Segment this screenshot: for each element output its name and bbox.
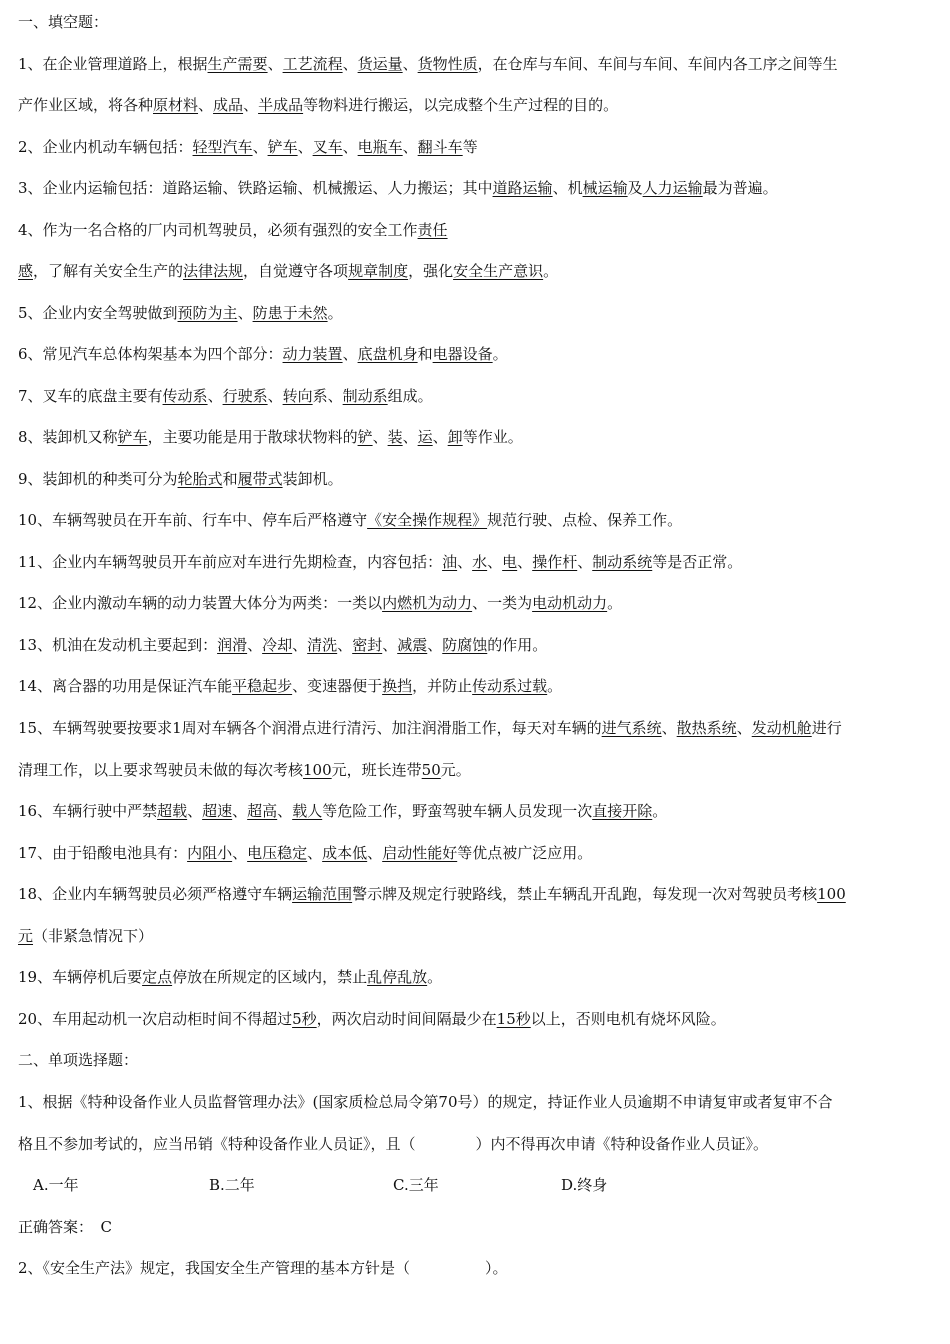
answer-blank: 叉车 (312, 138, 343, 156)
question-text: 、 (252, 138, 268, 156)
question-text: 、 (277, 802, 293, 820)
answer-blank: 货物性质 (417, 55, 478, 73)
question-1-line-2 (18, 94, 944, 116)
answer-blank: 超速 (202, 802, 233, 820)
question-text: 16、车辆行驶中严禁 (18, 802, 158, 820)
question-text: 停放在所规定的区域内，禁止 (172, 968, 368, 986)
question-text: 、 (232, 802, 248, 820)
question-11 (18, 551, 944, 573)
question-text: 20、车用起动机一次启动柜时间不得超过 (18, 1010, 293, 1028)
answer-blank: 轮胎式 (177, 470, 223, 488)
answer-blank: 5秒 (292, 1010, 317, 1028)
question-text: 1、根据《特种设备作业人员监督管理办法》(国家质检总局令第70号）的规定，持证作业人员逾期不申请复审或者复审不合 (18, 1093, 833, 1111)
question-10 (18, 509, 944, 531)
question-text: 、 (342, 138, 358, 156)
answer-blank: 货运量 (357, 55, 403, 73)
question-text: ，在仓库与车间、车间与车间、车间内各工序之间等生 (477, 55, 838, 73)
question-text: 、 (372, 428, 388, 446)
question-text: 、 (736, 719, 752, 737)
answer-blank: 冷却 (262, 636, 293, 654)
answer-blank: 制动系统 (592, 553, 653, 571)
question-text: 、 (517, 553, 533, 571)
answer-blank: 水 (472, 553, 488, 571)
question-4-line-2 (18, 260, 944, 282)
answer-blank: 轻型汽车 (192, 138, 253, 156)
answer-blank: 法律法规 (183, 262, 244, 280)
question-text: 、 (232, 844, 248, 862)
answer-blank: 制动系 (342, 387, 388, 405)
question-text: 、 (402, 55, 418, 73)
answer-blank: 换挡 (382, 677, 413, 695)
question-text: 、 (207, 387, 223, 405)
question-text: 、 (577, 553, 593, 571)
answer-blank: 规章制度 (348, 262, 409, 280)
answer-blank: 定点 (142, 968, 173, 986)
answer-blank: 半成品 (258, 96, 304, 114)
question-text: ，主要功能是用于散球状物料的 (147, 428, 358, 446)
question-text: 进行 (811, 719, 842, 737)
answer-blank: 底盘机身 (357, 345, 418, 363)
question-text: 等物料进行搬运，以完成整个生产过程的目的。 (303, 96, 619, 114)
question-text: 3、企业内运输包括：道路运输、铁路运输、机械搬运、人力搬运；其中 (18, 179, 493, 197)
question-5 (18, 302, 944, 324)
question-19 (18, 966, 944, 988)
answer-blank: 工艺流程 (282, 55, 343, 73)
answer-blank: 密封 (352, 636, 383, 654)
question-text: 18、企业内车辆驾驶员必须严格遵守车辆 (18, 885, 293, 903)
question-text: 、 (243, 96, 259, 114)
answer-line: 正确答案： C (18, 1218, 112, 1236)
question-text: 以上，否则电机有烧坏风险。 (530, 1010, 726, 1028)
question-text: 。 (652, 802, 668, 820)
question-text: 、 (402, 428, 418, 446)
answer-blank: 内阻小 (187, 844, 233, 862)
answer-blank: 电器设备 (432, 345, 493, 363)
question-text: 等作业。 (462, 428, 523, 446)
question-text: ，了解有关安全生产的 (33, 262, 184, 280)
answer-blank: 铲车 (117, 428, 148, 446)
question-text: 等是否正常。 (652, 553, 743, 571)
choice-question-2 (18, 1257, 944, 1279)
answer-blank: 铲车 (267, 138, 298, 156)
answer-blank: 道路运输 (492, 179, 553, 197)
question-text: 9、装卸机的种类可分为 (18, 470, 178, 488)
question-text: 6、常见汽车总体构架基本为四个部分： (18, 345, 283, 363)
answer-blank: 润滑 (217, 636, 248, 654)
question-text: 等危险工作，野蛮驾驶车辆人员发现一次 (322, 802, 593, 820)
answer-blank: 运输范围 (292, 885, 353, 903)
answer-blank: 电瓶车 (357, 138, 403, 156)
question-text: 、 (427, 636, 443, 654)
answer-blank: 动力装置 (282, 345, 343, 363)
answer-blank: 直接开除 (592, 802, 653, 820)
answer-blank: 进气系统 (601, 719, 662, 737)
question-text: 、 (457, 553, 473, 571)
answer-blank: 感 (18, 262, 34, 280)
answer-blank: 50 (421, 761, 441, 779)
question-text: 2、企业内机动车辆包括： (18, 138, 193, 156)
question-14 (18, 675, 944, 697)
choice-question-1-line-2 (18, 1133, 944, 1155)
question-text: ，并防止 (412, 677, 473, 695)
answer-blank: 人力运输 (642, 179, 703, 197)
question-text: 系、 (312, 387, 343, 405)
question-6 (18, 343, 944, 365)
answer-blank: 成本低 (322, 844, 368, 862)
question-text: 1、在企业管理道路上，根据 (18, 55, 208, 73)
question-text: ，自觉遵守各项 (243, 262, 349, 280)
question-2 (18, 136, 944, 158)
question-text: 19、车辆停机后要 (18, 968, 143, 986)
question-text: 的作用。 (487, 636, 548, 654)
question-text: 15、车辆驾驶要按要求1周对车辆各个润滑点进行清污、加注润滑脂工作，每天对车辆的 (18, 719, 602, 737)
question-text: 等 (462, 138, 478, 156)
question-text: 、 (307, 844, 323, 862)
answer-blank: 乱停乱放 (367, 968, 428, 986)
question-text: 、变速器便于 (292, 677, 383, 695)
answer-blank: 平稳起步 (232, 677, 293, 695)
question-text: 17、由于铅酸电池具有： (18, 844, 188, 862)
question-12 (18, 592, 944, 614)
question-text: 、一类为 (472, 594, 533, 612)
answer-blank: 电 (502, 553, 518, 571)
question-text: 、 (267, 55, 283, 73)
question-text: 及 (627, 179, 643, 197)
answer-blank: 装 (387, 428, 403, 446)
question-text: 。 (492, 345, 508, 363)
answer-blank: 超载 (157, 802, 188, 820)
question-9 (18, 468, 944, 490)
answer-blank: 卸 (447, 428, 463, 446)
question-text: 。 (327, 304, 343, 322)
question-text: 格且不参加考试的，应当吊销《特种设备作业人员证》，且（ ）内不得再次申请《特种设备作业人员证》。 (18, 1135, 769, 1153)
question-15-line-1 (18, 717, 944, 739)
question-text: 4、作为一名合格的厂内司机驾驶员，必须有强烈的安全工作 (18, 221, 418, 239)
question-text: 、 (402, 138, 418, 156)
answer-blank: 元 (18, 927, 34, 945)
answer-blank: 电动机动力 (532, 594, 608, 612)
answer-blank: 操作杆 (532, 553, 578, 571)
question-text: 和 (222, 470, 238, 488)
question-text: 、 (661, 719, 677, 737)
question-18-line-2 (18, 925, 944, 947)
answer-blank: 行驶系 (222, 387, 268, 405)
answer-blank: 原材料 (153, 96, 199, 114)
question-text: 、 (267, 387, 283, 405)
question-text: 8、装卸机又称 (18, 428, 118, 446)
question-text: 、 (367, 844, 383, 862)
answer-blank: 铲 (357, 428, 373, 446)
question-text: 、 (337, 636, 353, 654)
answer-blank: 启动性能好 (382, 844, 458, 862)
answer-blank: 防腐蚀 (442, 636, 488, 654)
question-text: 。 (543, 262, 559, 280)
question-text: 。 (427, 968, 443, 986)
question-text: 。 (547, 677, 563, 695)
question-text: 7、叉车的底盘主要有 (18, 387, 163, 405)
answer-blank: 履带式 (237, 470, 283, 488)
question-text: 。 (607, 594, 623, 612)
question-text: ，两次启动时间间隔最少在 (316, 1010, 497, 1028)
question-text: 5、企业内安全驾驶做到 (18, 304, 178, 322)
answer-blank: 15秒 (496, 1010, 531, 1028)
question-text: 等优点被广泛应用。 (457, 844, 593, 862)
question-text: 11、企业内车辆驾驶员开车前应对车进行先期检查，内容包括： (18, 553, 443, 571)
question-text: 最为普遍。 (702, 179, 778, 197)
question-text: 产作业区域，将各种 (18, 96, 154, 114)
question-text: 、机 (552, 179, 583, 197)
question-16 (18, 800, 944, 822)
answer-blank: 责任 (417, 221, 448, 239)
question-17 (18, 842, 944, 864)
question-15-line-2 (18, 759, 944, 781)
answer-blank: 发动机舱 (751, 719, 812, 737)
question-1-line-1 (18, 53, 944, 75)
question-text: 、 (342, 55, 358, 73)
section-title-fill-in: 一、填空题： (18, 13, 109, 31)
question-text: 清理工作，以上要求驾驶员未做的每次考核 (18, 761, 304, 779)
option-d: D.终身 (561, 1176, 608, 1194)
question-8 (18, 426, 944, 448)
question-text: 13、机油在发动机主要起到： (18, 636, 218, 654)
answer-blank: 成品 (213, 96, 244, 114)
answer-blank: 100 (817, 885, 846, 903)
answer-blank: 械运输 (582, 179, 628, 197)
answer-blank: 转向 (282, 387, 313, 405)
answer-blank: 100 (303, 761, 332, 779)
section-title-single-choice: 二、单项选择题： (18, 1051, 139, 1069)
question-text: ，强化 (408, 262, 454, 280)
answer-blank: 内燃机为动力 (382, 594, 473, 612)
answer-blank: 清洗 (307, 636, 338, 654)
question-text: 、 (342, 345, 358, 363)
answer-blank: 预防为主 (177, 304, 238, 322)
choice-question-1-line-1 (18, 1091, 944, 1113)
answer-blank: 油 (442, 553, 458, 571)
question-20 (18, 1008, 944, 1030)
answer-blank: 安全生产意识 (453, 262, 544, 280)
answer-blank: 《安全操作规程》 (367, 511, 488, 529)
question-text: 元。 (440, 761, 471, 779)
question-text: 、 (487, 553, 503, 571)
answer-blank: 散热系统 (676, 719, 737, 737)
answer-blank: 载人 (292, 802, 323, 820)
question-text: 14、离合器的功用是保证汽车能 (18, 677, 233, 695)
question-text: 、 (237, 304, 253, 322)
question-4-line-1 (18, 219, 944, 241)
question-text: 、 (432, 428, 448, 446)
question-text: 、 (247, 636, 263, 654)
question-text: 和 (417, 345, 433, 363)
answer-blank: 生产需要 (207, 55, 268, 73)
question-text: （非紧急情况下） (33, 927, 154, 945)
question-text: 、 (297, 138, 313, 156)
option-b: B.二年 (209, 1176, 255, 1194)
question-text: 、 (187, 802, 203, 820)
answer-blank: 传动系 (162, 387, 208, 405)
question-text: 、 (292, 636, 308, 654)
question-text: 12、企业内激动车辆的动力装置大体分为两类：一类以 (18, 594, 383, 612)
answer-blank: 传动系过载 (472, 677, 548, 695)
question-text: 、 (198, 96, 214, 114)
question-text: 10、车辆驾驶员在开车前、行车中、停车后严格遵守 (18, 511, 368, 529)
question-3 (18, 177, 944, 199)
question-text: 规范行驶、点检、保养工作。 (487, 511, 683, 529)
answer-blank: 电压稳定 (247, 844, 308, 862)
question-7 (18, 385, 944, 407)
answer-blank: 防患于未然 (252, 304, 328, 322)
answer-blank: 超高 (247, 802, 278, 820)
question-text: 元，班长连带 (331, 761, 422, 779)
question-text: 2、《安全生产法》规定，我国安全生产管理的基本方针是（ ）。 (18, 1259, 508, 1277)
question-text: 、 (382, 636, 398, 654)
question-text: 装卸机。 (282, 470, 343, 488)
question-text: 组成。 (387, 387, 433, 405)
answer-blank: 运 (417, 428, 433, 446)
answer-blank: 翻斗车 (417, 138, 463, 156)
question-13 (18, 634, 944, 656)
option-c: C.三年 (393, 1176, 439, 1194)
answer-blank: 减震 (397, 636, 428, 654)
option-a: A.一年 (33, 1176, 79, 1194)
question-text: 警示牌及规定行驶路线，禁止车辆乱开乱跑，每发现一次对驾驶员考核 (352, 885, 818, 903)
question-18-line-1 (18, 883, 944, 905)
